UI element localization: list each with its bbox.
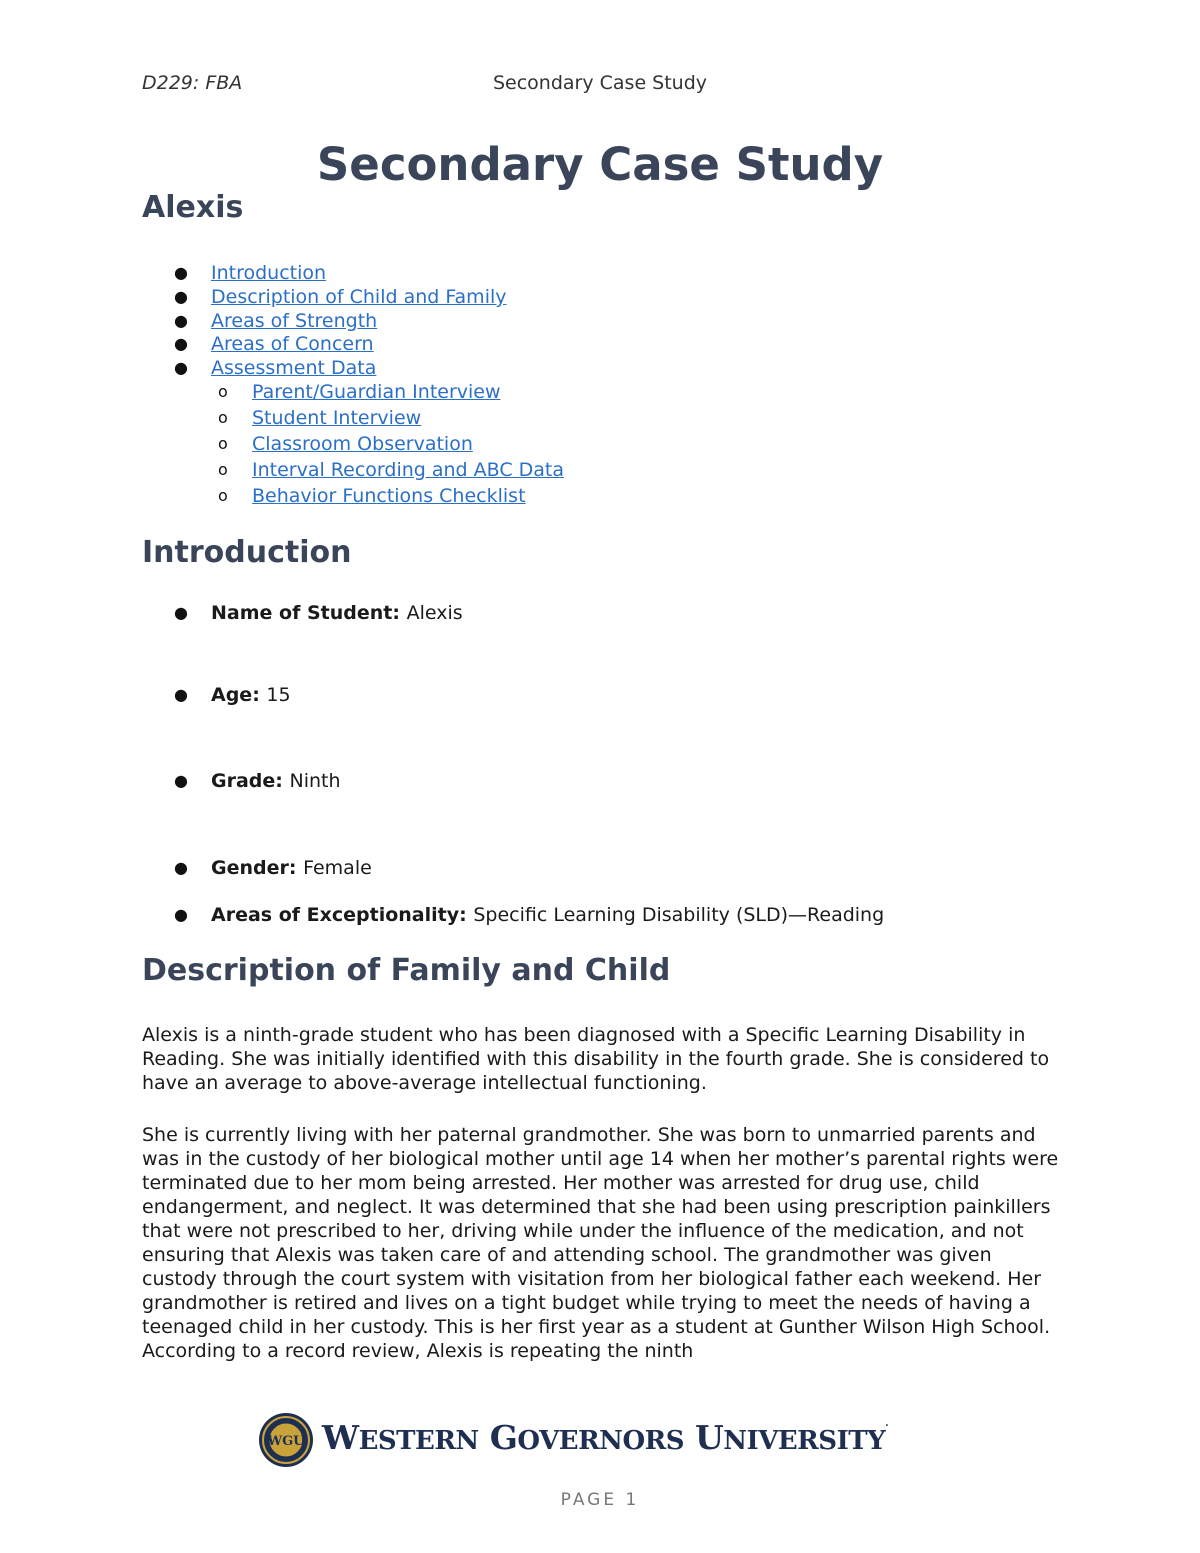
bullet-icon: ● (174, 311, 188, 330)
header-title: Secondary Case Study (492, 72, 708, 94)
bullet-icon: ● (174, 905, 188, 924)
header-course: D229: FBA (142, 72, 243, 94)
toc-link-parent-interview[interactable]: Parent/Guardian Interview (252, 381, 501, 403)
toc-link-description[interactable]: Description of Child and Family (211, 286, 507, 308)
toc-link-introduction[interactable]: Introduction (211, 262, 327, 284)
circle-bullet-icon: o (218, 460, 228, 479)
toc-link-interval-recording[interactable]: Interval Recording and ABC Data (252, 459, 565, 481)
bullet-icon: ● (174, 358, 188, 377)
bullet-icon: ● (174, 263, 188, 282)
circle-bullet-icon: o (218, 408, 228, 427)
bullet-icon: ● (174, 603, 188, 622)
bullet-icon: ● (174, 287, 188, 306)
document-title: Secondary Case Study (316, 138, 884, 191)
bullet-icon: ● (174, 771, 188, 790)
paragraph: Alexis is a ninth-grade student who has been diagnosed with a Specific Learning Disability in Reading. She was initially identified with this disability in the fourth grade. She is considered to have an average to above-average intellectual functioning. (142, 1024, 1050, 1094)
field-label: Gender: (211, 857, 297, 879)
field-value: Female (303, 857, 372, 879)
section-heading-introduction: Introduction (142, 535, 352, 570)
toc-link-behavior-checklist[interactable]: Behavior Functions Checklist (252, 485, 526, 507)
toc-link-strength[interactable]: Areas of Strength (211, 310, 378, 332)
wgu-logo (258, 1412, 918, 1470)
field-label: Grade: (211, 770, 283, 792)
circle-bullet-icon: o (218, 434, 228, 453)
toc-link-concern[interactable]: Areas of Concern (211, 333, 374, 355)
field-value: Specific Learning Disability (SLD)—Reading (473, 904, 885, 926)
toc-link-assessment[interactable]: Assessment Data (211, 357, 377, 379)
wgu-seal-icon (258, 1412, 314, 1468)
paragraph: She is currently living with her paternal grandmother. She was born to unmarried parents and was in the custody of her biological mother until age 14 when her mother’s parental rights were terminated due to her mom being arrested. Her mother was arrested for drug use, child endangerment, and neglect. It was determined that she had been using prescription painkillers that were not prescribed to her, driving while under the influence of the medication, and not ensuring that Alexis was taken care of and attending school. The grandmother was given custody through the court system with visitation from her biological father each weekend. Her grandmother is retired and lives on a tight budget while trying to meet the needs of having a teenaged child in her custody. This is her first year as a student at Gunther Wilson High School. According to a record review, Alexis is repeating the ninth (142, 1124, 1059, 1362)
circle-bullet-icon: o (218, 382, 228, 401)
circle-bullet-icon: o (218, 486, 228, 505)
section-heading-description: Description of Family and Child (142, 953, 671, 988)
document-subtitle: Alexis (142, 190, 244, 225)
logo-word: WESTERN (322, 1418, 479, 1457)
field-label: Areas of Exceptionality: (211, 904, 467, 926)
field-value: Ninth (289, 770, 341, 792)
toc-link-student-interview[interactable]: Student Interview (252, 407, 422, 429)
bullet-icon: ● (174, 858, 188, 877)
bullet-icon: ● (174, 334, 188, 353)
bullet-icon: ● (174, 685, 188, 704)
field-label: Name of Student: (211, 602, 400, 624)
field-value: 15 (266, 684, 291, 706)
wgu-wordmark: WESTERN GOVERNORS UNIVERSITY. (322, 1418, 889, 1457)
toc-link-classroom-observation[interactable]: Classroom Observation (252, 433, 473, 455)
field-value: Alexis (406, 602, 463, 624)
seal-initials: WGU (267, 1434, 305, 1449)
page-number: PAGE 1 (560, 1490, 640, 1510)
logo-word: UNIVERSITY (694, 1418, 886, 1457)
field-label: Age: (211, 684, 260, 706)
logo-word: GOVERNORS (489, 1418, 684, 1457)
